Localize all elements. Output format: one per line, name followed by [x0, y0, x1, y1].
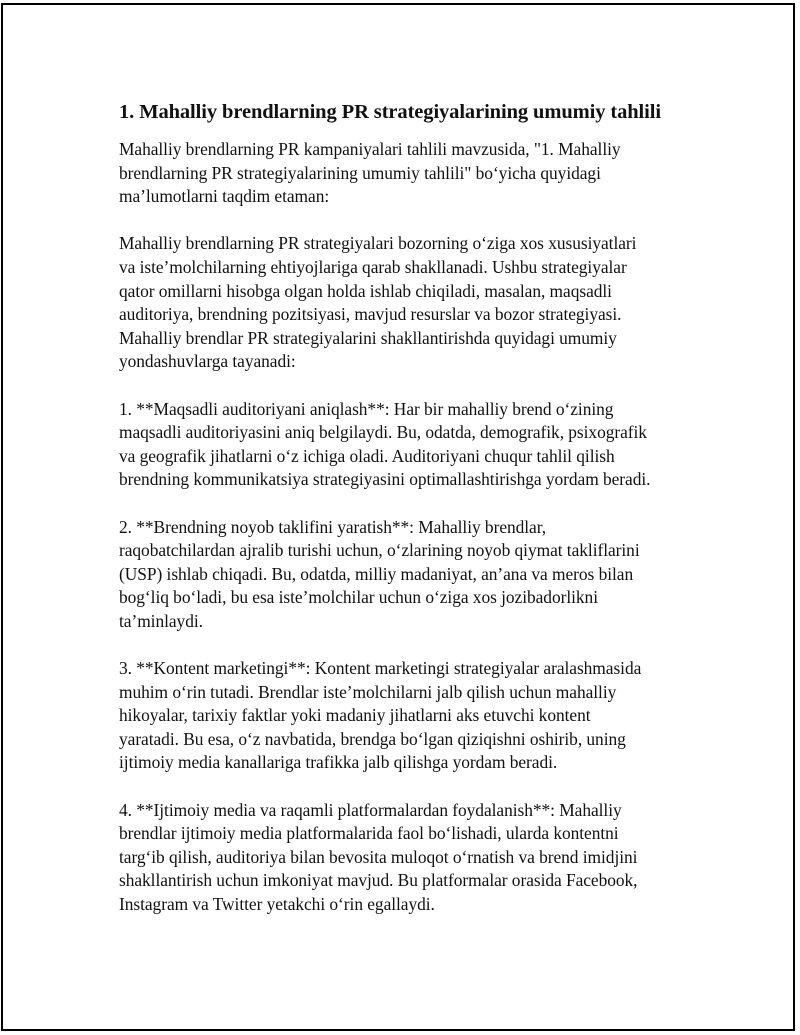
- paragraph-item-4: 4. **Ijtimoiy media va raqamli platformalardan foydalanish**: Mahalliy brendlar ijtimoiy media platformalarida faol bo‘lishadi, ularda kontentni targ‘ib qilish, auditoriya bilan bevosita muloqot o‘rnatish va brend imidjini shakllantirish uchun imkoniyat mavjud. Bu platformalar orasida Facebook, Instagram va Twitter yetakchi o‘rin egallaydi.: [119, 799, 638, 914]
- paragraph-intro: Mahalliy brendlarning PR kampaniyalari tahlili mavzusida, "1. Mahalliy brendlarning PR strategiyalarining umumiy tahlili" bo‘yicha quyidagi ma’lumotlarni taqdim etaman:: [119, 139, 621, 207]
- paragraph-item-1: 1. **Maqsadli auditoriyani aniqlash**: Har bir mahalliy brend o‘zining maqsadli auditoriyasini aniq belgilaydi. Bu, odatda, demografik, psixografik va geografik jihatlarni o‘z ichiga oladi. Auditoriyani chuqur tahlil qilish brendning kommunikatsiya strategiyasini optimallashtirishga yordam beradi.: [119, 398, 651, 490]
- section-heading: 1. Mahalliy brendlarning PR strategiyalarining umumiy tahlili: [119, 101, 661, 123]
- paragraph-item-2: 2. **Brendning noyob taklifini yaratish**: Mahalliy brendlar, raqobatchilardan ajralib turishi uchun, o‘zlarining noyob qiymat takliflarini (USP) ishlab chiqadi. Bu, odatda, milliy madaniyat, an’ana va meros bilan bog‘liq bo‘ladi, bu esa iste’molchilar uchun o‘ziga xos jozibadorlikni ta’minlaydi.: [119, 516, 640, 631]
- document-body: [119, 99, 719, 917]
- document-page: [1, 3, 795, 1031]
- paragraph-item-3: 3. **Kontent marketingi**: Kontent marketingi strategiyalar aralashmasida muhim o‘rin tutadi. Brendlar iste’molchilarni jalb qilish uchun mahalliy hikoyalar, tarixiy faktlar yoki madaniy jihatlarni aks etuvchi kontent yaratadi. Bu esa, o‘z navbatida, brendga bo‘lgan qiziqishni oshirib, uning ijtimoiy media kanallariga trafikka jalb qilishga yordam beradi.: [119, 658, 642, 773]
- paragraph-overview: Mahalliy brendlarning PR strategiyalari bozorning o‘ziga xos xususiyatlari va iste’molchilarning ehtiyojlariga qarab shakllanadi. Ushbu strategiyalar qator omillarni hisobga olgan holda ishlab chiqiladi, masalan, maqsadli auditoriya, brendning pozitsiyasi, mavjud resurslar va bozor strategiyasi. Mahalliy brendlar PR strategiyalarini shakllantirishda quyidagi umumiy yondashuvlarga tayanadi:: [119, 233, 637, 372]
